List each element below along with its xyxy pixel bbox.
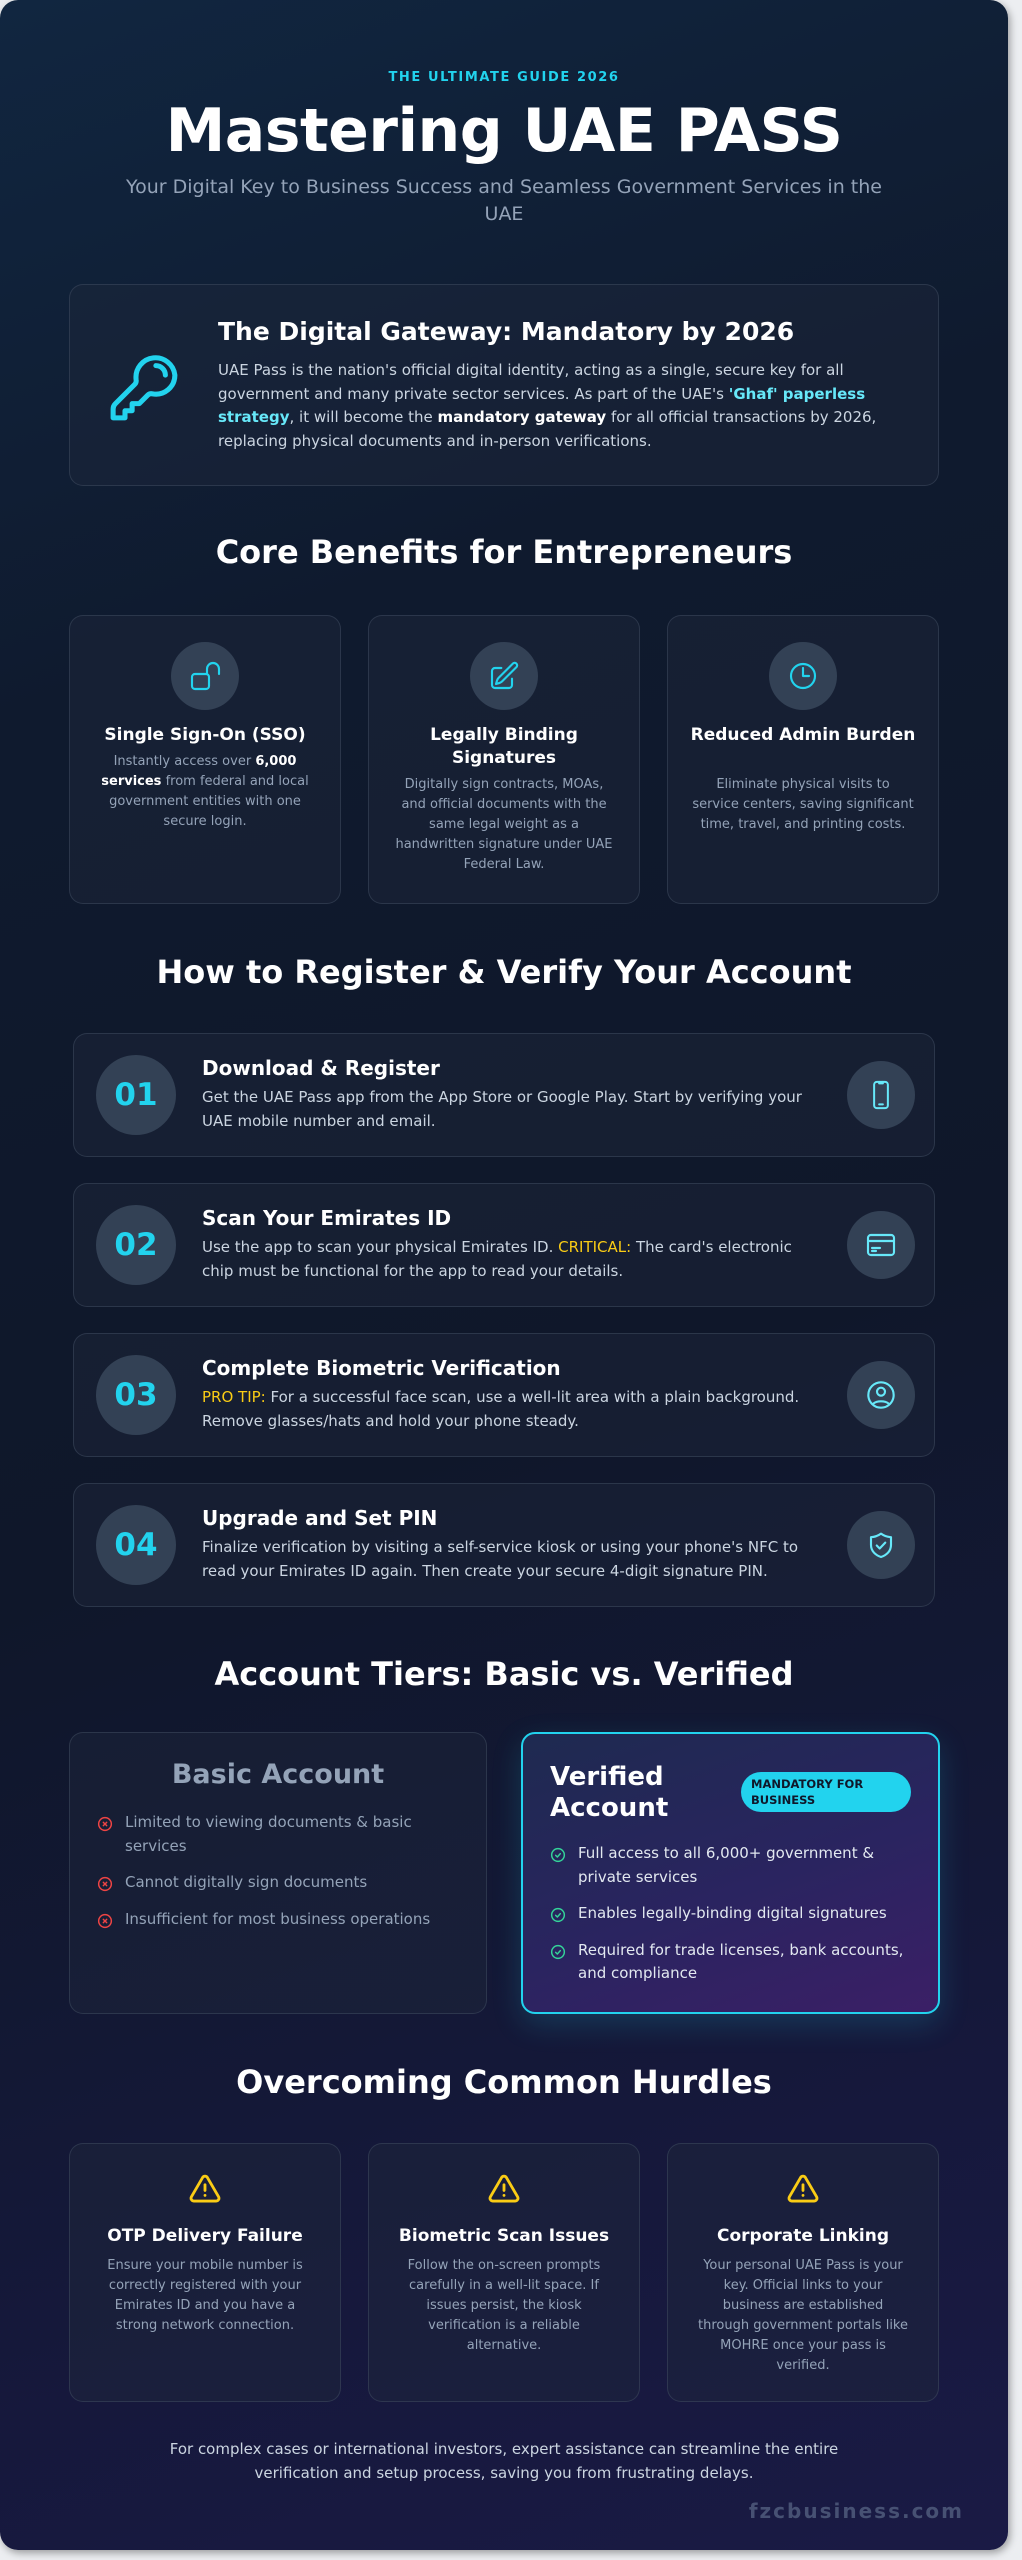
clock-icon (769, 642, 837, 710)
x-circle-icon (97, 1816, 113, 1832)
intro-title: The Digital Gateway: Mandatory by 2026 (218, 317, 795, 346)
check-circle-icon (550, 1944, 566, 1960)
hurdle-text: Ensure your mobile number is correctly registered with your Emirates ID and you have a strong network connection. (107, 2258, 303, 2333)
step-card-4 (73, 1483, 935, 1607)
page-subtitle: Your Digital Key to Business Success and Seamless Government Services in the UAE (126, 176, 882, 225)
step-number: 03 (96, 1355, 176, 1435)
edit-signature-icon (470, 642, 538, 710)
list-item: Full access to all 6,000+ government & private services (550, 1842, 920, 1889)
step-text: Finalize verification by visiting a self-service kiosk or using your phone's NFC to read your Emirates ID again. Then create your secure 4-digit signature PIN. (202, 1538, 799, 1580)
step-title: Scan Your Emirates ID (202, 1206, 452, 1230)
verified-account-card (521, 1732, 940, 2014)
warning-icon (487, 2172, 521, 2206)
ghaf-strategy-highlight: 'Ghaf' paperless strategy (218, 384, 866, 426)
hurdle-title: Corporate Linking (717, 2226, 889, 2246)
basic-account-title: Basic Account (171, 1759, 385, 1790)
brand-watermark: fzcbusiness.com (748, 2499, 964, 2523)
hurdle-title: OTP Delivery Failure (107, 2226, 303, 2246)
unlock-icon (171, 642, 239, 710)
step-title: Upgrade and Set PIN (202, 1506, 438, 1530)
warning-icon (188, 2172, 222, 2206)
hurdle-card-biometric (368, 2143, 640, 2402)
list-item: Required for trade licenses, bank accounts, and compliance (550, 1939, 920, 1986)
footer-note: For complex cases or international investors, expert assistance can streamline the entire verification and setup process, saving you from frustrating delays. (169, 2440, 839, 2482)
step-card-3 (73, 1333, 935, 1457)
tiers-section-title: Account Tiers: Basic vs. Verified (214, 1655, 794, 1693)
benefit-text: Instantly access over 6,000 services from federal and local government entities with one secure login. (101, 754, 309, 829)
benefits-section-title: Core Benefits for Entrepreneurs (215, 533, 793, 571)
pro-tip-tag: PRO TIP: (202, 1388, 266, 1406)
list-item: Cannot digitally sign documents (97, 1871, 457, 1895)
step-number: 02 (96, 1205, 176, 1285)
step-title: Complete Biometric Verification (202, 1356, 561, 1380)
mandatory-badge: MANDATORY FOR BUSINESS (741, 1772, 911, 1812)
critical-tag: CRITICAL: (558, 1238, 632, 1256)
check-circle-icon (550, 1907, 566, 1923)
steps-section-title: How to Register & Verify Your Account (156, 953, 852, 991)
x-circle-icon (97, 1913, 113, 1929)
user-circle-icon (847, 1361, 915, 1429)
id-card-icon (847, 1211, 915, 1279)
hurdles-section-title: Overcoming Common Hurdles (236, 2063, 772, 2101)
x-circle-icon (97, 1876, 113, 1892)
hurdle-title: Biometric Scan Issues (398, 2226, 610, 2246)
benefit-text: Digitally sign contracts, MOAs, and official documents with the same legal weight as a handwritten signature under UAE Federal Law. (395, 777, 613, 872)
shield-check-icon (847, 1511, 915, 1579)
hurdle-card-otp (69, 2143, 341, 2402)
step-text: Get the UAE Pass app from the App Store or Google Play. Start by verifying your UAE mobile number and email. (202, 1088, 802, 1130)
step-card-1 (73, 1033, 935, 1157)
hurdle-text: Follow the on-screen prompts carefully in a well-lit space. If issues persist, the kiosk verification is a reliable alternative. (407, 2258, 601, 2353)
basic-account-list (97, 1811, 457, 1944)
list-item: Limited to viewing documents & basic services (97, 1811, 457, 1858)
intro-text: UAE Pass is the nation's official digital identity, acting as a single, secure key for all government and many private sector services. As part of the UAE's 'Ghaf' paperless strategy, it will become the mandatory gateway for all official transactions by 2026, replacing physical documents and in-person verifications. (218, 361, 877, 450)
verified-account-list (550, 1842, 920, 1999)
step-text: PRO TIP: For a successful face scan, use a well-lit area with a plain background. Remove glasses/hats and hold your phone steady. (202, 1388, 800, 1430)
key-icon (106, 349, 182, 425)
check-circle-icon (550, 1847, 566, 1863)
list-item: Insufficient for most business operations (97, 1908, 457, 1932)
digital-gateway-card (69, 284, 939, 486)
page-title: Mastering UAE PASS (165, 96, 843, 166)
benefit-text: Eliminate physical visits to service centers, saving significant time, travel, and printing costs. (692, 777, 914, 832)
step-card-2 (73, 1183, 935, 1307)
benefit-card-signatures (368, 615, 640, 904)
step-number: 01 (96, 1055, 176, 1135)
step-number: 04 (96, 1505, 176, 1585)
list-item: Enables legally-binding digital signatures (550, 1902, 920, 1926)
benefit-title: Legally Binding Signatures (430, 725, 578, 768)
verified-account-title: Verified Account (550, 1762, 669, 1823)
smartphone-icon (847, 1061, 915, 1129)
eyebrow-label: THE ULTIMATE GUIDE 2026 (388, 70, 620, 85)
benefit-title: Single Sign-On (SSO) (104, 725, 306, 745)
basic-account-card (69, 1732, 487, 2014)
hurdle-card-corporate (667, 2143, 939, 2402)
hurdle-text: Your personal UAE Pass is your key. Official links to your business are established through government portals like MOHRE once your pass is verified. (697, 2258, 908, 2373)
benefit-card-sso (69, 615, 341, 904)
step-text: Use the app to scan your physical Emirates ID. CRITICAL: The card's electronic chip must be functional for the app to read your details. (202, 1238, 792, 1280)
step-title: Download & Register (202, 1056, 440, 1080)
benefit-card-admin (667, 615, 939, 904)
warning-icon (786, 2172, 820, 2206)
benefit-title: Reduced Admin Burden (690, 725, 916, 745)
